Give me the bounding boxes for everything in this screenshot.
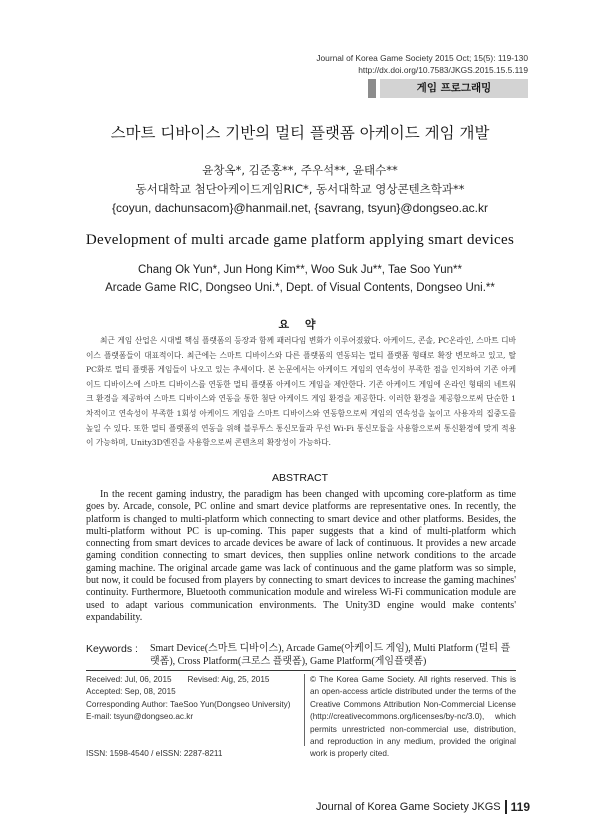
revised-date: Revised: Aig, 25, 2015 (187, 675, 270, 684)
corresponding-email: E-mail: tsyun@dongseo.ac.kr (86, 712, 194, 722)
abstract-english: In the recent gaming industry, the paradigm has been changed with upcoming core-platform as time goes by. Arcade, console, PC online and smart device platforms are representative ones. In recently, the platform is changed to multi-platform which connecting to smart device and other platforms. Besides, the multi-platform without PC is up-coming. This paper suggests that a kind of multi-platform which connecting from smart devices to arcade devices be aware of lack of continuous. It provides a new arcade gaming condition connecting to smart devices, then supplies online network conditions to the arcade gaming machine. The original arcade game was lack of continuous and the game platform was so simple, but now, it could be focused from players by connecting to smart devices to increase the gaming machines' continuity. Furthermore, Bluetooth communication module and wireless Wi-Fi communication module are used to adapt various communication environments. The Unity3D engine would make contents' expandability. (86, 489, 516, 623)
title-korean: 스마트 디바이스 기반의 멀티 플랫폼 아케이드 게임 개발 (110, 124, 490, 142)
article-history (86, 674, 301, 760)
keywords-block (86, 643, 516, 668)
footer-separator (505, 800, 507, 814)
category-label: 게임 프로그래밍 (380, 79, 528, 98)
accepted-date: Accepted: Sep, 08, 2015 (86, 687, 176, 697)
abstract-korean-heading: 요 약 (278, 318, 322, 331)
author-emails: {coyun, dachunsacom}@hanmail.net, {savrang, tsyun}@dongseo.ac.kr (112, 201, 488, 215)
journal-header (316, 52, 528, 76)
authors-korean: 윤창옥*, 김준홍**, 주우석**, 윤태수** (202, 163, 398, 177)
title-english: Development of multi arcade game platform applying smart devices (85, 232, 515, 248)
footer-journal: Journal of Korea Game Society JKGS (315, 801, 501, 813)
page-footer (316, 800, 530, 814)
category-band (368, 79, 528, 98)
keywords-label: Keywords : (86, 643, 138, 655)
history-dates (86, 674, 301, 686)
meta-divider (304, 674, 305, 746)
authors-english: Chang Ok Yun*, Jun Hong Kim**, Woo Suk Ju**, Tae Soo Yun** (138, 264, 462, 276)
category-band-accent (368, 79, 376, 98)
journal-citation: Journal of Korea Game Society 2015 Oct; 15(5): 119-130 (316, 53, 528, 63)
affiliation-korean: 동서대학교 첨단아케이드게임RIC*, 동서대학교 영상콘텐츠학과** (135, 182, 465, 196)
keywords-text: Smart Device(스마트 디바이스), Arcade Game(아케이드 게임), Multi Platform (멀티 플랫폼), Cross Platform(크로스 플랫폼), Game Platform(게임플랫폼) (150, 643, 511, 667)
received-date: Received: Jul, 06, 2015 (86, 675, 172, 684)
page-number: 119 (510, 800, 530, 814)
affiliation-english: Arcade Game RIC, Dongseo Uni.*, Dept. of Visual Contents, Dongseo Uni.** (105, 282, 495, 294)
abstract-english-heading: ABSTRACT (271, 472, 328, 484)
issn: ISSN: 1598-4540 / eISSN: 2287-8211 (86, 748, 223, 758)
journal-doi: http://dx.doi.org/10.7583/JKGS.2015.15.5.119 (358, 65, 528, 75)
license-notice: © The Korea Game Society. All rights reserved. This is an open-access article distributed under the terms of the Creative Commons Attribution Non-Commercial License (http://creativecommons.org/licenses/by-nc/3.0), which permits unrestricted non-commercial use, distribution, and reproduction in any medium, provided the original work is properly cited. (310, 675, 516, 759)
corresponding-author: Corresponding Author: TaeSoo Yun(Dongseo University) (86, 699, 291, 709)
meta-top-rule (86, 670, 516, 671)
abstract-korean: 최근 게임 산업은 시대별 핵심 플랫폼의 등장과 함께 패러다임 변화가 이루어졌왔다. 아케이드, 콘솔, PC온라인, 스마트 디바이스 플랫폼들이 대표적이다. 최근에는 스마트 디바이스와 다른 플랫폼의 연동되는 멀티 플랫폼 형태로 확장 변모하고 있고, 탈 PC화로 멀티 플랫폼 게임들이 나오고 있는 추세이다. 본 논문에서는 아케이드 게임의 연속성이 부족한 점을 인지하여 기존 아케이드 디바이스에 스마트 디바이스를 연동한 멀티 플랫폼 아케이드 게임을 제안한다. 기존 아케이드 게임에 온라인 형태의 네트워크 환경을 제공하여 스마트 디바이스와 연동을 통한 첨단 아케이드 게임 환경을 제공한다. 이러한 환경을 제공함으로써 단순한 1차적이고 연속성이 부족한 1회성 아케이드 게임을 스마트 디바이스와 연동함으로써 게임의 연속성을 높이고 사용자의 집중도를 높일 수 있다. 또한 멀티 플랫폼의 연동을 위해 블루투스 통신모듈과 무선 Wi-Fi 통신모듈을 사용함으로써 통신환경에 맞게 적용이 가능하며, Unity3D엔진을 사용함으로써 콘텐츠의 확장성이 가능하다. (86, 336, 516, 448)
